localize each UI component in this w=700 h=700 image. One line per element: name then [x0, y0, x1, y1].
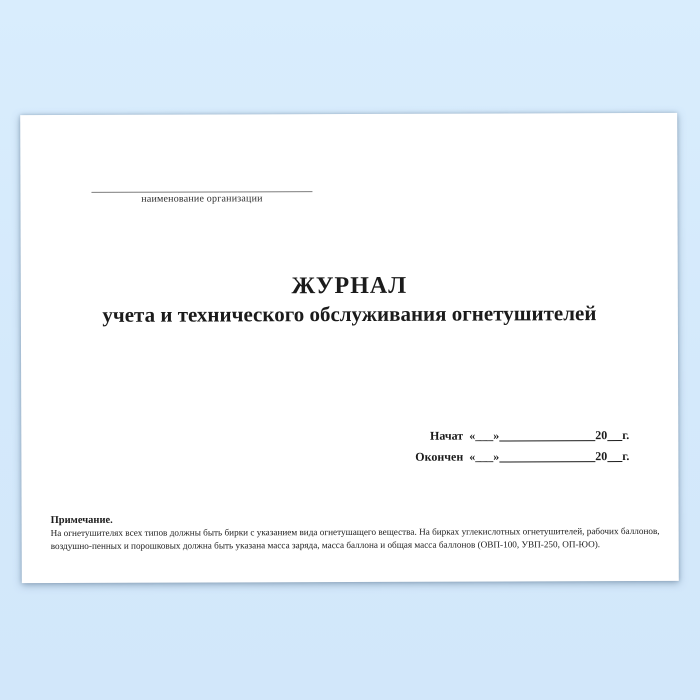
date-finished-row	[415, 446, 629, 468]
organization-name-blank-line	[91, 176, 312, 193]
note-block	[51, 512, 679, 553]
started-year-fill-line	[607, 439, 622, 441]
finished-year-fill-line	[607, 460, 622, 462]
finished-year-suffix: г.	[622, 449, 630, 464]
finished-year-prefix: 20	[595, 449, 608, 464]
date-started-row	[415, 425, 629, 447]
organization-name-block	[91, 176, 312, 205]
journal-title: ЖУРНАЛ	[291, 272, 408, 300]
started-year-prefix: 20	[595, 428, 608, 443]
dates-block	[415, 425, 629, 468]
started-day-blank: «___»	[469, 428, 500, 443]
started-label: Начат	[429, 428, 464, 443]
note-line-1: На огнетушителях всех типов должны быть бирки с указанием вида огнетушащего вещества. На бирках углекислотных огнетушителей, рабочих баллонов,	[50, 525, 660, 539]
finished-label: Окончен	[415, 449, 464, 464]
note-line-2: воздушно-пенных и порошковых должна быть указана масса заряда, масса баллона и общая масса баллонов (ОВП-100, УВП-250, ОП-ЮО).	[50, 539, 601, 552]
finished-day-blank: «___»	[469, 449, 500, 464]
journal-cover-page	[20, 113, 679, 583]
started-fill-line	[499, 439, 595, 441]
started-year-suffix: г.	[622, 428, 630, 443]
note-heading: Примечание.	[50, 514, 113, 527]
organization-name-caption: наименование организации	[141, 193, 263, 205]
journal-subtitle: учета и технического обслуживания огнетушителей	[102, 301, 597, 327]
finished-fill-line	[499, 460, 595, 462]
title-block	[21, 271, 678, 328]
